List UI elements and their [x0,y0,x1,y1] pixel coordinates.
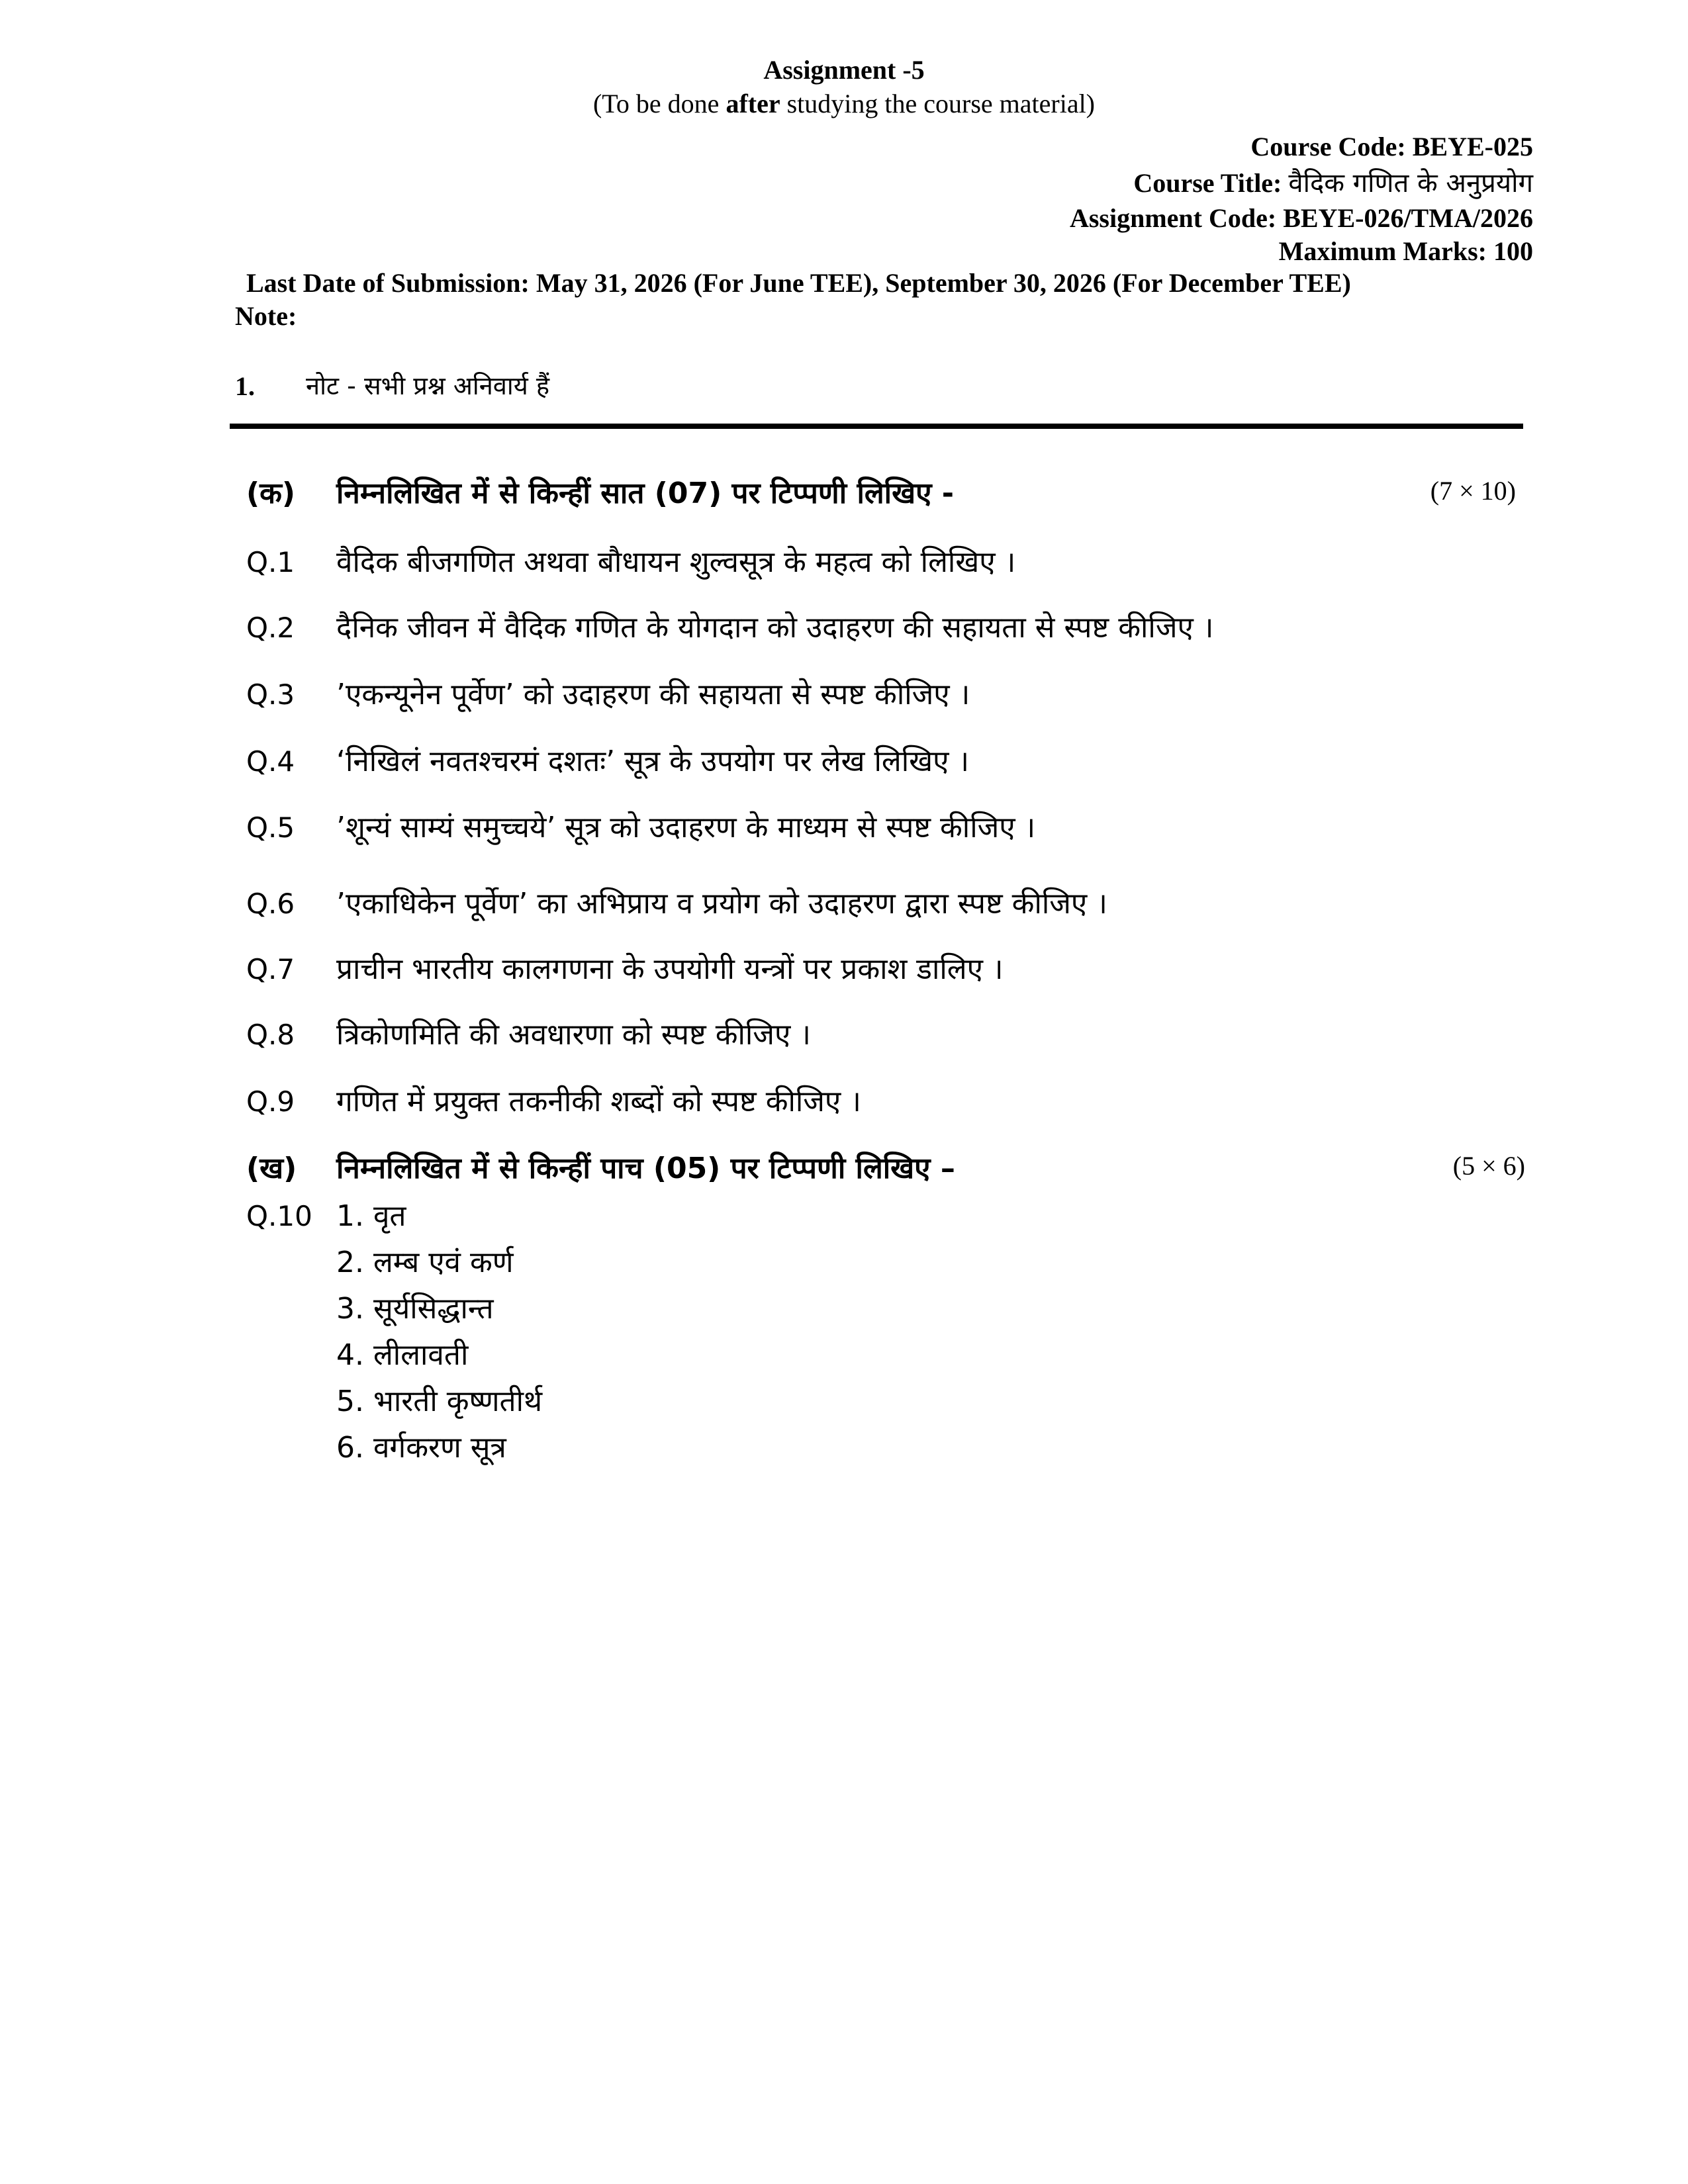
question-text: ’एकन्यूनेन पूर्वेण’ को उदाहरण की सहायता से स्पष्ट कीजिए । [336,678,970,711]
section-b-label: (ख) [246,1152,297,1185]
question-number: Q.1 [246,546,295,578]
question-text: वैदिक बीजगणित अथवा बौधायन शुल्वसूत्र के महत्व को लिखिए । [336,545,1016,579]
question-number: Q.9 [246,1085,295,1118]
note-text: नोट - सभी प्रश्न अनिवार्य हैं [306,371,550,400]
course-title-value: वैदिक गणित के अनुप्रयोग [1288,168,1533,199]
question-number: Q.4 [246,745,295,778]
question-text: दैनिक जीवन में वैदिक गणित के योगदान को उदाहरण की सहायता से स्पष्ट कीजिए । [336,611,1214,645]
list-item: 1. वृत [336,1199,406,1233]
header-divider [230,424,1523,429]
last-date-of-submission: Last Date of Submission: May 31, 2026 (For June TEE), September 30, 2026 (For December TEE) [246,268,1351,298]
subtitle-emphasis: after [726,89,780,118]
question-number: Q.5 [246,811,295,844]
list-item: 3. सूर्यसिद्धान्त [336,1292,494,1326]
note-number: 1. [235,371,255,401]
course-title [1133,163,1533,200]
question-number: Q.7 [246,953,295,985]
question-number: Q.10 [246,1200,312,1232]
question-number: Q.6 [246,887,295,920]
question-text: ’शून्यं साम्यं समुच्चये’ सूत्र को उदाहरण के माध्यम से स्पष्ट कीजिए । [336,811,1036,844]
section-a-marks: (7 × 10) [1430,476,1516,506]
list-item: 2. लम्ब एवं कर्ण [336,1246,514,1279]
question-text: गणित में प्रयुक्त तकनीकी शब्दों को स्पष्ट कीजिए । [336,1085,861,1118]
question-text: ’एकाधिकेन पूर्वेण’ का अभिप्राय व प्रयोग को उदाहरण द्वारा स्पष्ट कीजिए । [336,887,1107,921]
course-code: Course Code: BEYE-025 [1250,132,1533,161]
maximum-marks: Maximum Marks: 100 [1278,236,1533,266]
section-a-label: (क) [246,477,296,510]
list-item: 5. भारती कृष्णतीर्थ [336,1385,543,1418]
question-text: ‘निखिलं नवतश्चरमं दशतः’ सूत्र के उपयोग पर लेख लिखिए । [336,745,970,778]
assignment-subtitle [0,88,1688,119]
list-item: 4. लीलावती [336,1338,469,1372]
subtitle-suffix: studying the course material) [780,89,1096,118]
list-item: 6. वर्गकरण सूत्र [336,1431,506,1465]
course-title-label: Course Title: [1133,168,1289,198]
question-number: Q.3 [246,678,295,711]
question-text: प्राचीन भारतीय कालगणना के उपयोगी यन्त्रों पर प्रकाश डालिए । [336,952,1004,986]
section-b-marks: (5 × 6) [1452,1151,1525,1181]
section-b-title: निम्नलिखित में से किन्हीं पाच (05) पर टिप्पणी लिखिए – [336,1152,955,1185]
subtitle-prefix: (To be done [592,89,726,118]
question-number: Q.2 [246,612,295,644]
note-label: Note: [235,301,297,331]
assignment-code: Assignment Code: BEYE-026/TMA/2026 [1069,203,1533,233]
question-text: त्रिकोणमिति की अवधारणा को स्पष्ट कीजिए । [336,1018,811,1052]
assignment-title: Assignment -5 [763,55,925,85]
question-number: Q.8 [246,1019,295,1051]
section-a-title: निम्नलिखित में से किन्हीं सात (07) पर टिप्पणी लिखिए - [336,477,954,510]
